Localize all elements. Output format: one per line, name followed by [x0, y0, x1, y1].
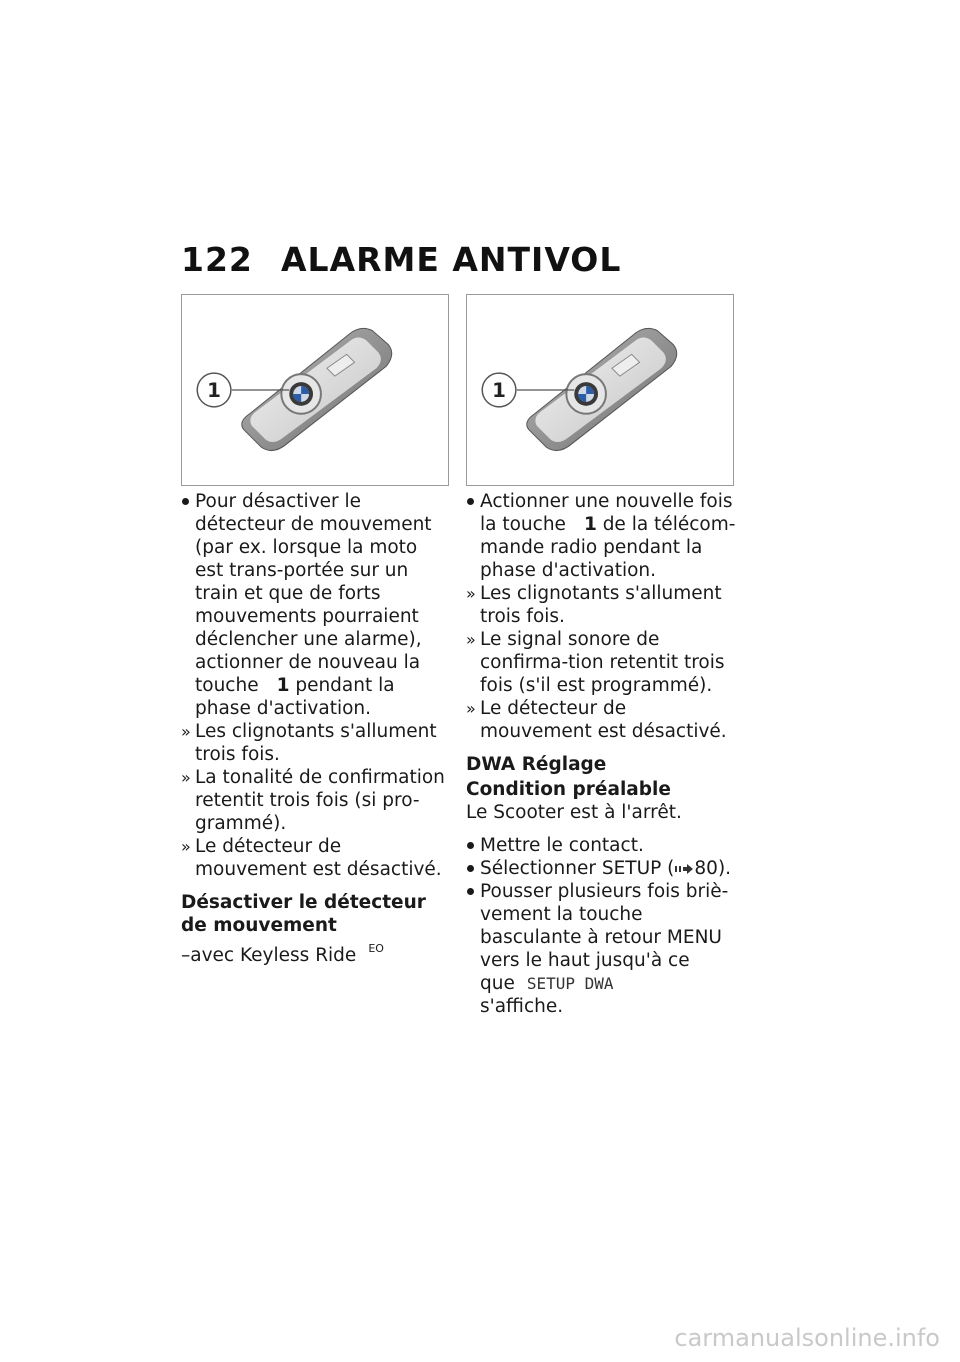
result-arrow-icon: » — [466, 584, 476, 603]
result-arrow-icon: » — [181, 768, 191, 787]
display-text: SETUP DWA — [526, 974, 614, 993]
figure-remote-key-right — [466, 294, 734, 486]
reference-number: 1 — [276, 675, 290, 696]
bullet-icon — [467, 888, 474, 895]
instruction-item: Mettre le contact. — [466, 834, 741, 857]
result-item: » La tonalité de confirmation retentit trois fois (si pro-grammé). — [181, 767, 445, 834]
page-header — [181, 240, 621, 279]
result-item: » Le détecteur de mouvement est désactivé. — [466, 698, 727, 742]
right-column — [466, 490, 741, 1018]
result-item: » Les clignotants s'allument trois fois. — [466, 583, 722, 627]
bullet-icon — [467, 865, 474, 872]
left-column — [181, 490, 451, 967]
precondition-text: Le Scooter est à l'arrêt. — [466, 802, 682, 823]
remote-key-illustration — [182, 295, 448, 485]
watermark: carmanualsonline.info — [674, 1324, 940, 1352]
page-number: 122 — [181, 240, 253, 279]
variant-line: –avec Keyless Ride $^{EO}$ — [181, 942, 384, 966]
instruction-item: Pousser plusieurs fois briè-vement la touche basculante à retour MENU vers le haut jusqu'à ce que SETUP DWA s'affiche. — [466, 880, 741, 1018]
section-heading: Désactiver le détecteur de mouvement — [181, 892, 426, 936]
page-reference-arrow-icon — [674, 863, 694, 875]
option-code: EO — [368, 942, 384, 955]
instruction-item: Pour désactiver le détecteur de mouvement (par ex. lorsque la moto est trans-portée sur un train et que de forts mouvements pourraient déclencher une alarme), actionner de nouveau la touche 1 pendant la phase d'activation. — [181, 490, 451, 720]
result-arrow-icon: » — [466, 630, 476, 649]
result-item: » Le détecteur de mouvement est désactivé. — [181, 836, 442, 880]
result-arrow-icon: » — [181, 722, 191, 741]
subsection-heading: Condition préalable — [466, 779, 671, 800]
section-heading: DWA Réglage — [466, 754, 607, 775]
callout-1-label: 1 — [492, 378, 506, 402]
reference-number: 1 — [583, 514, 597, 535]
page-reference: 80 — [694, 858, 718, 879]
result-arrow-icon: » — [181, 837, 191, 856]
instruction-item: Actionner une nouvelle fois la touche 1 de la télécom-mande radio pendant la phase d'activation. — [466, 490, 741, 582]
result-arrow-icon: » — [466, 699, 476, 718]
instruction-item: Sélectionner SETUP ( 80). — [466, 857, 741, 880]
bullet-icon — [467, 842, 474, 849]
bullet-icon — [182, 498, 189, 505]
bullet-icon — [467, 498, 474, 505]
result-item: » Le signal sonore de confirma-tion retentit trois fois (s'il est programmé). — [466, 629, 725, 696]
figure-remote-key-left — [181, 294, 449, 486]
page-title: ALARME ANTIVOL — [281, 240, 622, 279]
callout-1-label: 1 — [207, 378, 221, 402]
result-item: » Les clignotants s'allument trois fois. — [181, 721, 437, 765]
remote-key-illustration — [467, 295, 733, 485]
